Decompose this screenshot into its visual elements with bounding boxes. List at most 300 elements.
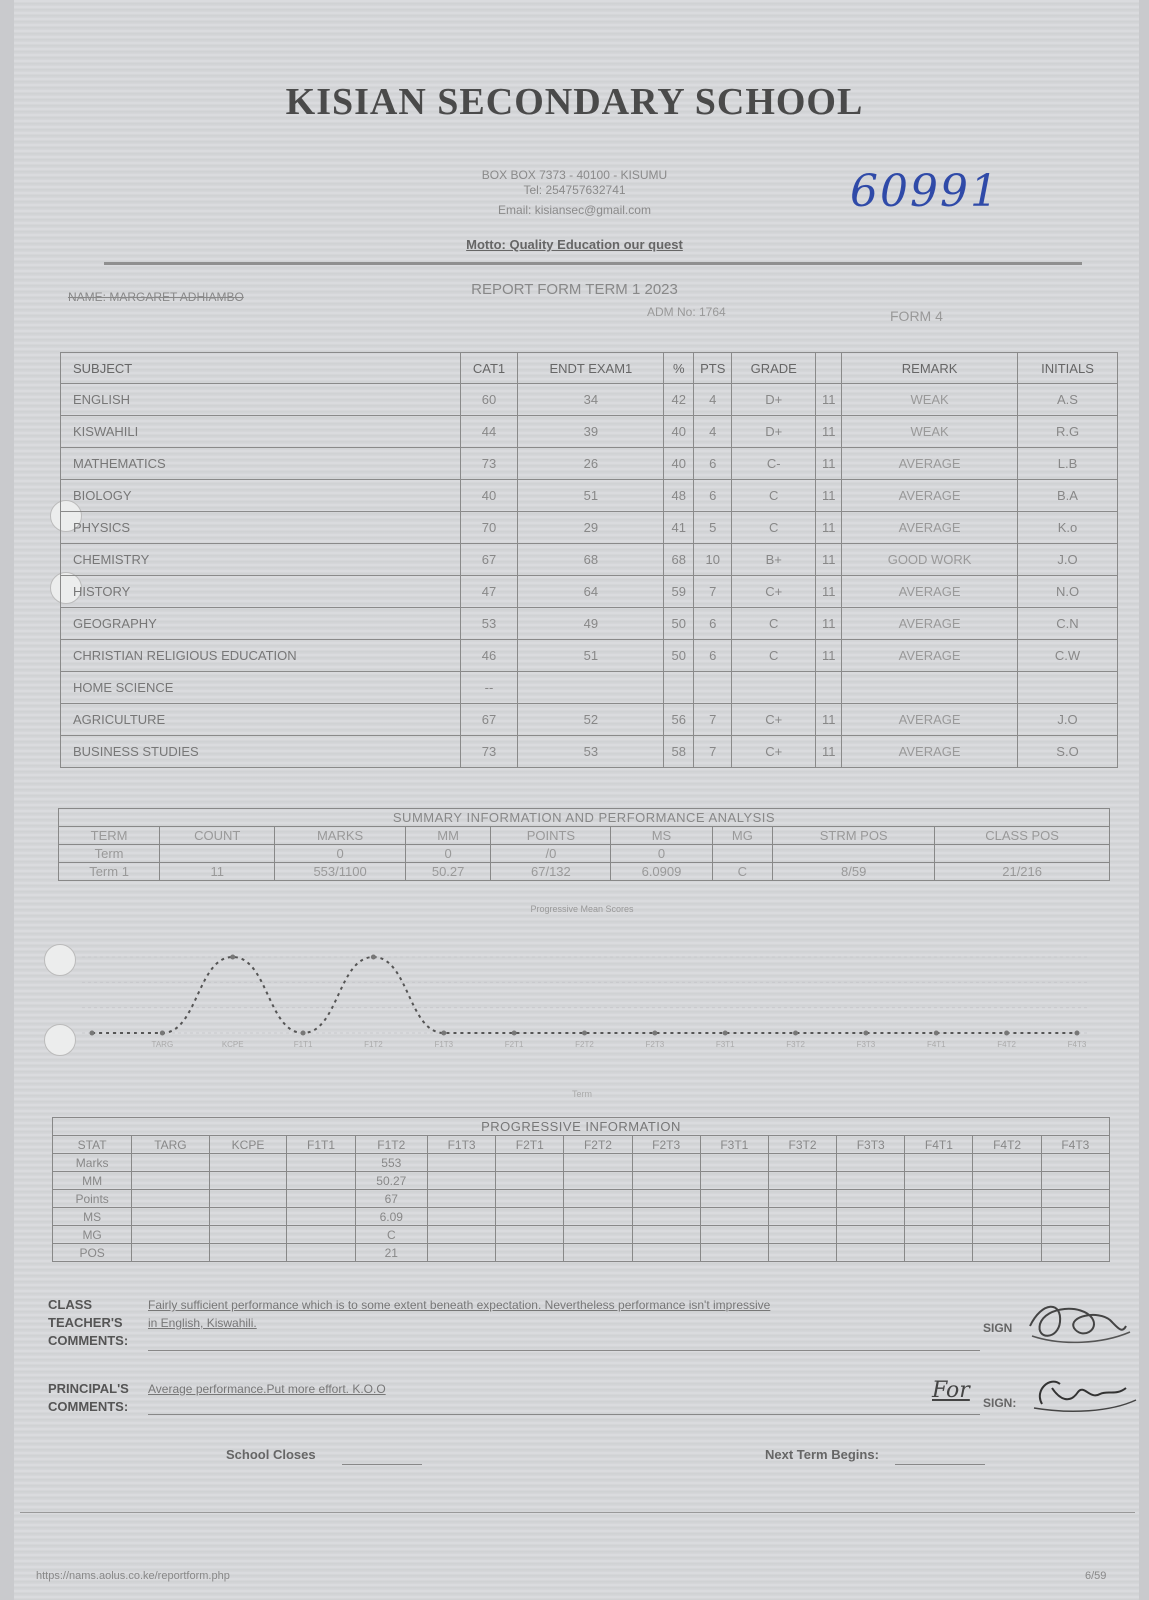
progressive-cell — [905, 1208, 973, 1226]
chart-x-tick-label: KCPE — [221, 1040, 244, 1049]
school-tel: Tel: 254757632741 — [523, 183, 626, 197]
subject-blank-cell: 11 — [816, 480, 842, 512]
progressive-cell — [209, 1244, 287, 1262]
chart-x-tick-label: F4T2 — [997, 1040, 1016, 1049]
progressive-cell — [287, 1190, 355, 1208]
subject-cat-cell: 40 — [460, 480, 518, 512]
teachers-label: TEACHER'S — [48, 1315, 123, 1330]
subject-grade-cell: C — [732, 512, 816, 544]
subject-cat-cell: 46 — [460, 640, 518, 672]
summary-cell: 11 — [160, 863, 275, 881]
header-grade: GRADE — [732, 353, 816, 384]
summary-cell: 50.27 — [405, 863, 491, 881]
chart-point — [652, 1031, 657, 1036]
subject-percent-cell: 56 — [664, 704, 694, 736]
principal-comments-label — [48, 1380, 129, 1416]
progressive-cell: 67 — [355, 1190, 427, 1208]
progressive-cell — [905, 1226, 973, 1244]
subject-points-cell: 10 — [694, 544, 732, 576]
progressive-cell — [132, 1190, 209, 1208]
progressive-cell — [287, 1226, 355, 1244]
progressive-cell — [564, 1190, 632, 1208]
next-term-label: Next Term Begins: — [765, 1447, 879, 1462]
subject-endt-exam-cell: 53 — [518, 736, 664, 768]
progressive-cell — [700, 1244, 768, 1262]
next-term-rule — [895, 1464, 985, 1465]
summary-caption: SUMMARY INFORMATION AND PERFORMANCE ANALYSIS — [59, 809, 1110, 827]
progressive-cell — [632, 1226, 700, 1244]
progressive-cell — [132, 1154, 209, 1172]
chart-point — [371, 955, 376, 960]
summary-cell — [160, 845, 275, 863]
chart-x-tick-label: F1T2 — [364, 1040, 383, 1049]
progressive-cell — [768, 1244, 836, 1262]
progressive-cell — [1041, 1244, 1109, 1262]
class-teacher-comment-line-1: Fairly sufficient performance which is to some extent beneath expectation. Nevertheless performance isn't impressive — [148, 1298, 771, 1312]
chart-point — [723, 1031, 728, 1036]
summary-header-cell: MS — [611, 827, 712, 845]
chart-point — [934, 1031, 939, 1036]
subject-remark-cell: GOOD WORK — [842, 544, 1018, 576]
subject-points-cell: 6 — [694, 608, 732, 640]
progressive-cell — [496, 1154, 564, 1172]
subject-points-cell: 7 — [694, 576, 732, 608]
header-blank — [816, 353, 842, 384]
summary-row — [59, 845, 1110, 863]
subject-grade-cell — [732, 672, 816, 704]
subject-initials-cell: R.G — [1018, 416, 1118, 448]
summary-cell: 21/216 — [935, 863, 1110, 881]
chart-point — [1075, 1031, 1080, 1036]
subject-cat-cell: 53 — [460, 608, 518, 640]
subject-cat-cell: 67 — [460, 544, 518, 576]
handwritten-number: 60991 — [850, 166, 1000, 217]
summary-cell: 0 — [275, 845, 405, 863]
subject-subject-cell: CHEMISTRY — [61, 544, 461, 576]
subject-row — [61, 416, 1118, 448]
progressive-row — [53, 1154, 1110, 1172]
progressive-cell — [632, 1172, 700, 1190]
subject-cat-cell: 70 — [460, 512, 518, 544]
subjects-header-row — [61, 353, 1118, 384]
progressive-cell — [632, 1154, 700, 1172]
summary-cell: 0 — [405, 845, 491, 863]
subject-initials-cell: L.B — [1018, 448, 1118, 480]
progressive-cell: MS — [53, 1208, 132, 1226]
subject-percent-cell — [664, 672, 694, 704]
subject-endt-exam-cell: 34 — [518, 384, 664, 416]
subject-points-cell: 6 — [694, 640, 732, 672]
subject-endt-exam-cell: 49 — [518, 608, 664, 640]
progressive-cell — [1041, 1154, 1109, 1172]
subject-points-cell: 7 — [694, 704, 732, 736]
progressive-cell — [564, 1208, 632, 1226]
school-name: KISIAN SECONDARY SCHOOL — [285, 81, 864, 123]
summary-header-cell: MM — [405, 827, 491, 845]
subject-percent-cell: 58 — [664, 736, 694, 768]
subject-remark-cell: AVERAGE — [842, 640, 1018, 672]
subject-initials-cell: J.O — [1018, 544, 1118, 576]
progressive-cell — [973, 1208, 1041, 1226]
subject-cat-cell: 73 — [460, 448, 518, 480]
progressive-cell — [837, 1226, 905, 1244]
summary-cell — [773, 845, 935, 863]
subject-percent-cell: 48 — [664, 480, 694, 512]
subject-initials-cell: A.S — [1018, 384, 1118, 416]
progressive-cell — [700, 1208, 768, 1226]
progressive-cell — [209, 1226, 287, 1244]
subject-row — [61, 608, 1118, 640]
progressive-header-cell: F4T1 — [905, 1136, 973, 1154]
progressive-cell — [427, 1172, 495, 1190]
progressive-cell — [1041, 1208, 1109, 1226]
principal-sign-label: SIGN: — [983, 1396, 1017, 1410]
progressive-row — [53, 1244, 1110, 1262]
subject-subject-cell: BIOLOGY — [61, 480, 461, 512]
progressive-cell — [427, 1190, 495, 1208]
subject-row — [61, 576, 1118, 608]
footer-page: 6/59 — [1085, 1570, 1107, 1582]
subject-points-cell: 6 — [694, 480, 732, 512]
subject-blank-cell: 11 — [816, 736, 842, 768]
progressive-row — [53, 1226, 1110, 1244]
subject-points-cell: 7 — [694, 736, 732, 768]
subject-grade-cell: C+ — [732, 736, 816, 768]
progressive-header-row — [53, 1136, 1110, 1154]
progressive-cell — [973, 1190, 1041, 1208]
progressive-cell — [132, 1208, 209, 1226]
summary-row — [59, 863, 1110, 881]
subject-subject-cell: CHRISTIAN RELIGIOUS EDUCATION — [61, 640, 461, 672]
header-cat: CAT1 — [460, 353, 518, 384]
chart-x-tick-label: F4T3 — [1067, 1040, 1087, 1049]
summary-cell: /0 — [491, 845, 611, 863]
summary-table — [58, 808, 1110, 881]
summary-cell: 6.0909 — [611, 863, 712, 881]
subject-remark-cell: WEAK — [842, 384, 1018, 416]
school-motto: Motto: Quality Education our quest — [466, 237, 683, 252]
for-annotation: For — [932, 1378, 970, 1403]
progressive-cell — [768, 1208, 836, 1226]
subject-cat-cell: 44 — [460, 416, 518, 448]
summary-cell: 553/1100 — [275, 863, 405, 881]
chart-point — [863, 1031, 868, 1036]
subject-subject-cell: KISWAHILI — [61, 416, 461, 448]
principal-comment: Average performance.Put more effort. K.O.O — [148, 1382, 386, 1396]
progressive-cell: Points — [53, 1190, 132, 1208]
progressive-cell — [496, 1208, 564, 1226]
subject-points-cell: 4 — [694, 384, 732, 416]
progressive-cell — [427, 1226, 495, 1244]
chart-x-tick-label: F3T2 — [786, 1040, 805, 1049]
subject-endt-exam-cell: 39 — [518, 416, 664, 448]
progressive-cell — [427, 1154, 495, 1172]
subject-row — [61, 736, 1118, 768]
header-initials: INITIALS — [1018, 353, 1118, 384]
subject-row — [61, 480, 1118, 512]
chart-x-tick-label: F3T1 — [715, 1040, 735, 1049]
subject-grade-cell: D+ — [732, 416, 816, 448]
subject-endt-exam-cell: 26 — [518, 448, 664, 480]
chart-point — [512, 1031, 517, 1036]
progressive-cell: MG — [53, 1226, 132, 1244]
class-teacher-signature — [1022, 1296, 1132, 1352]
header-endt-exam: ENDT EXAM1 — [518, 353, 664, 384]
progressive-cell — [768, 1172, 836, 1190]
progressive-cell: 6.09 — [355, 1208, 427, 1226]
chart-x-tick-label: F1T3 — [434, 1040, 454, 1049]
subject-percent-cell: 50 — [664, 608, 694, 640]
class-teacher-sign-label: SIGN — [983, 1321, 1013, 1335]
progressive-cell — [768, 1154, 836, 1172]
student-form: FORM 4 — [890, 308, 943, 324]
chart-x-tick-label: F1T1 — [293, 1040, 313, 1049]
subject-blank-cell: 11 — [816, 544, 842, 576]
subject-endt-exam-cell: 52 — [518, 704, 664, 736]
summary-cell: Term — [59, 845, 160, 863]
summary-header-cell: CLASS POS — [935, 827, 1110, 845]
chart-series-line — [92, 957, 1077, 1033]
progressive-cell — [209, 1154, 287, 1172]
progressive-header-cell: F1T3 — [427, 1136, 495, 1154]
progressive-cell — [1041, 1172, 1109, 1190]
summary-cell — [712, 845, 773, 863]
summary-cell: 0 — [611, 845, 712, 863]
progressive-cell — [905, 1154, 973, 1172]
subject-remark-cell: WEAK — [842, 416, 1018, 448]
progressive-row — [53, 1208, 1110, 1226]
chart-point — [301, 1031, 306, 1036]
subject-subject-cell: PHYSICS — [61, 512, 461, 544]
progressive-cell — [209, 1190, 287, 1208]
footer-url: https://nams.aolus.co.ke/reportform.php — [36, 1570, 230, 1582]
progressive-cell — [768, 1226, 836, 1244]
summary-header-cell: POINTS — [491, 827, 611, 845]
subject-initials-cell: N.O — [1018, 576, 1118, 608]
subject-blank-cell — [816, 672, 842, 704]
subject-initials-cell: C.W — [1018, 640, 1118, 672]
progressive-cell — [287, 1208, 355, 1226]
progressive-cell — [496, 1172, 564, 1190]
header-points: PTS — [694, 353, 732, 384]
progressive-header-cell: F2T1 — [496, 1136, 564, 1154]
progressive-cell: MM — [53, 1172, 132, 1190]
subject-grade-cell: C — [732, 640, 816, 672]
progressive-row — [53, 1172, 1110, 1190]
progressive-cell — [973, 1154, 1041, 1172]
progressive-mean-chart — [52, 904, 1110, 1100]
progressive-table — [52, 1117, 1110, 1262]
subject-cat-cell: 47 — [460, 576, 518, 608]
subject-grade-cell: C+ — [732, 576, 816, 608]
chart-x-tick-label: F2T3 — [645, 1040, 665, 1049]
subject-remark-cell: AVERAGE — [842, 480, 1018, 512]
chart-x-tick-label: F2T2 — [575, 1040, 594, 1049]
subject-blank-cell: 11 — [816, 576, 842, 608]
subject-remark-cell: AVERAGE — [842, 608, 1018, 640]
chart-title: Progressive Mean Scores — [530, 904, 634, 914]
progressive-row — [53, 1190, 1110, 1208]
progressive-cell — [496, 1190, 564, 1208]
progressive-cell: Marks — [53, 1154, 132, 1172]
progressive-header-cell: F4T3 — [1041, 1136, 1109, 1154]
subject-cat-cell: 67 — [460, 704, 518, 736]
progressive-cell — [837, 1244, 905, 1262]
progressive-cell — [700, 1226, 768, 1244]
subject-subject-cell: MATHEMATICS — [61, 448, 461, 480]
progressive-cell — [427, 1208, 495, 1226]
summary-cell: 8/59 — [773, 863, 935, 881]
subject-grade-cell: C — [732, 480, 816, 512]
class-comments-label — [48, 1296, 128, 1350]
subject-subject-cell: HISTORY — [61, 576, 461, 608]
progressive-cell: 21 — [355, 1244, 427, 1262]
progressive-cell — [837, 1154, 905, 1172]
subject-row — [61, 512, 1118, 544]
school-closes-label: School Closes — [226, 1447, 316, 1462]
subject-row — [61, 640, 1118, 672]
progressive-cell — [632, 1244, 700, 1262]
student-name: NAME: MARGARET ADHIAMBO — [68, 290, 244, 304]
subject-points-cell — [694, 672, 732, 704]
progressive-cell — [209, 1208, 287, 1226]
subject-blank-cell: 11 — [816, 384, 842, 416]
subject-points-cell: 4 — [694, 416, 732, 448]
progressive-caption: PROGRESSIVE INFORMATION — [53, 1118, 1110, 1136]
progressive-cell — [564, 1172, 632, 1190]
progressive-cell — [632, 1208, 700, 1226]
progressive-cell — [905, 1244, 973, 1262]
progressive-header-cell: F2T3 — [632, 1136, 700, 1154]
subject-percent-cell: 68 — [664, 544, 694, 576]
progressive-cell — [700, 1172, 768, 1190]
chart-point — [441, 1031, 446, 1036]
principal-comment-rule — [148, 1414, 980, 1415]
summary-header-cell: MARKS — [275, 827, 405, 845]
progressive-cell — [768, 1190, 836, 1208]
progressive-cell — [132, 1172, 209, 1190]
subject-endt-exam-cell: 68 — [518, 544, 664, 576]
progressive-cell — [564, 1154, 632, 1172]
subject-row — [61, 704, 1118, 736]
chart-x-tick-label: F4T1 — [926, 1040, 946, 1049]
summary-cell: C — [712, 863, 773, 881]
progressive-cell — [973, 1244, 1041, 1262]
chart-point — [1004, 1031, 1009, 1036]
subject-blank-cell: 11 — [816, 640, 842, 672]
progressive-header-cell: STAT — [53, 1136, 132, 1154]
subject-subject-cell: HOME SCIENCE — [61, 672, 461, 704]
subject-remark-cell: AVERAGE — [842, 576, 1018, 608]
progressive-header-cell: F1T1 — [287, 1136, 355, 1154]
progressive-header-cell: TARG — [132, 1136, 209, 1154]
class-label: CLASS — [48, 1297, 93, 1312]
progressive-cell — [209, 1172, 287, 1190]
progressive-cell — [287, 1154, 355, 1172]
subject-grade-cell: D+ — [732, 384, 816, 416]
progressive-cell — [132, 1226, 209, 1244]
subject-remark-cell: AVERAGE — [842, 448, 1018, 480]
subject-percent-cell: 41 — [664, 512, 694, 544]
subjects-table — [60, 352, 1118, 768]
subject-blank-cell: 11 — [816, 448, 842, 480]
header-subject: SUBJECT — [61, 353, 461, 384]
progressive-cell — [632, 1190, 700, 1208]
progressive-header-cell: F2T2 — [564, 1136, 632, 1154]
subject-cat-cell: 73 — [460, 736, 518, 768]
summary-header-row — [59, 827, 1110, 845]
chart-point — [90, 1031, 95, 1036]
progressive-cell — [427, 1244, 495, 1262]
school-address: BOX BOX 7373 - 40100 - KISUMU — [481, 168, 668, 182]
subject-endt-exam-cell: 64 — [518, 576, 664, 608]
subject-blank-cell: 11 — [816, 416, 842, 448]
subject-row — [61, 384, 1118, 416]
subject-blank-cell: 11 — [816, 608, 842, 640]
summary-header-cell: MG — [712, 827, 773, 845]
footer-divider — [20, 1512, 1135, 1513]
summary-cell: 67/132 — [491, 863, 611, 881]
subject-endt-exam-cell: 29 — [518, 512, 664, 544]
progressive-cell — [1041, 1190, 1109, 1208]
subject-endt-exam-cell — [518, 672, 664, 704]
subject-cat-cell: -- — [460, 672, 518, 704]
progressive-cell — [564, 1244, 632, 1262]
class-comment-rule — [148, 1350, 980, 1351]
subject-row — [61, 544, 1118, 576]
subject-endt-exam-cell: 51 — [518, 480, 664, 512]
subject-percent-cell: 59 — [664, 576, 694, 608]
header-divider — [104, 262, 1082, 265]
summary-header-cell: TERM — [59, 827, 160, 845]
progressive-cell — [496, 1244, 564, 1262]
subject-endt-exam-cell: 51 — [518, 640, 664, 672]
principal-label: PRINCIPAL'S — [48, 1381, 129, 1396]
progressive-header-cell: F1T2 — [355, 1136, 427, 1154]
chart-point — [582, 1031, 587, 1036]
chart-x-label: Term — [572, 1089, 592, 1099]
subject-blank-cell: 11 — [816, 512, 842, 544]
progressive-cell — [132, 1244, 209, 1262]
chart-point — [793, 1031, 798, 1036]
progressive-header-cell: F4T2 — [973, 1136, 1041, 1154]
summary-header-cell: COUNT — [160, 827, 275, 845]
subject-subject-cell: AGRICULTURE — [61, 704, 461, 736]
progressive-cell — [287, 1244, 355, 1262]
subject-grade-cell: C — [732, 608, 816, 640]
progressive-cell — [700, 1190, 768, 1208]
progressive-cell: 553 — [355, 1154, 427, 1172]
school-closes-rule — [342, 1464, 422, 1465]
progressive-cell — [837, 1208, 905, 1226]
subject-remark-cell: AVERAGE — [842, 704, 1018, 736]
subject-subject-cell: ENGLISH — [61, 384, 461, 416]
report-title: REPORT FORM TERM 1 2023 — [471, 281, 678, 298]
subject-initials-cell: C.N — [1018, 608, 1118, 640]
progressive-header-cell: F3T1 — [700, 1136, 768, 1154]
subject-subject-cell: BUSINESS STUDIES — [61, 736, 461, 768]
subject-grade-cell: C+ — [732, 704, 816, 736]
subject-initials-cell: K.o — [1018, 512, 1118, 544]
principal-signature — [1030, 1370, 1140, 1420]
summary-cell: Term 1 — [59, 863, 160, 881]
subject-initials-cell: B.A — [1018, 480, 1118, 512]
subject-remark-cell — [842, 672, 1018, 704]
progressive-cell — [496, 1226, 564, 1244]
principal-comments-word: COMMENTS: — [48, 1399, 129, 1414]
progressive-cell — [700, 1154, 768, 1172]
subject-grade-cell: C- — [732, 448, 816, 480]
